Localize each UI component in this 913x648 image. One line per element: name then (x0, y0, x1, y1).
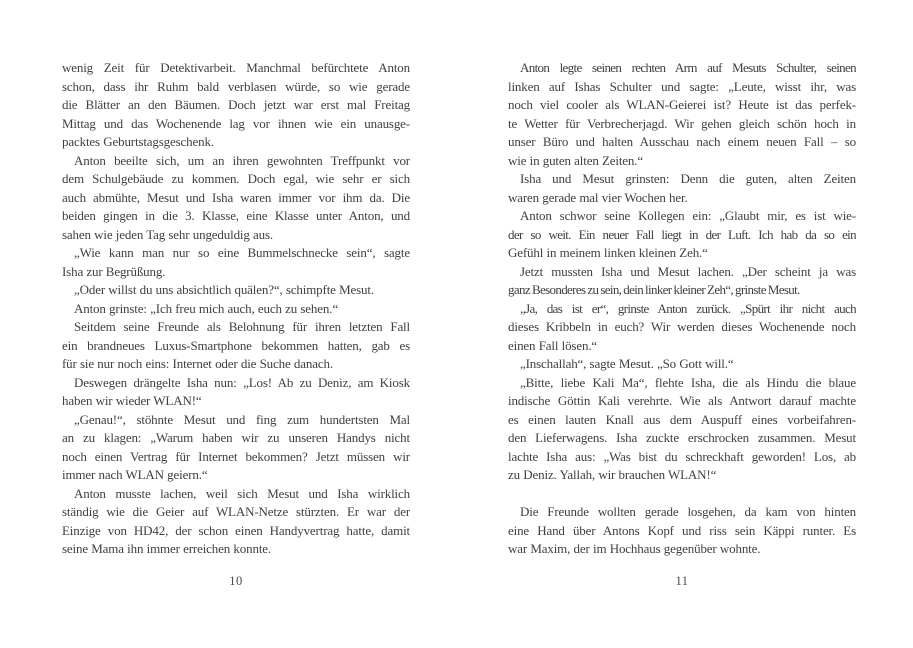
text-line: dem Schulgebäude zu kommen. Doch egal, wie sehr er sich (62, 171, 410, 186)
text-line: eine Hand über Antons Kopf und riss sein Käppi runter. Es (508, 522, 856, 538)
text-line: noch einen Vertrag für Internet bekommen? Jetzt müssen wir (62, 448, 410, 464)
page-right-number: 11 (675, 574, 689, 588)
text-line: te Wetter für Verbrecherjagd. Wir gehen gleich schön hoch in (508, 115, 856, 131)
blank-line (508, 485, 856, 504)
text-line: Die Freunde wollten gerade losgehen, da kam von hinten (520, 504, 856, 519)
text-line: „Bitte, liebe Kali Ma“, flehte Isha, die als Hindu die blaue (520, 374, 856, 390)
text-line: für sie nur noch eins: Internet oder die Suche danach. (62, 356, 333, 371)
text-line: waren gerade mal vier Wochen her. (508, 189, 688, 205)
text-line: packtes Geburtstagsgeschenk. (62, 134, 214, 149)
page-left-number: 10 (229, 574, 243, 588)
text-line: Gefühl in meinem linken kleinen Zeh.“ (508, 245, 708, 260)
text-line: Seitdem seine Freunde als Belohnung für ihren letzten Fall (74, 319, 410, 334)
text-line: Anton beeilte sich, um an ihren gewohnten Treffpunkt vor (74, 152, 410, 168)
text-line: dieses Kribbeln in euch? Wir werden dieses Wochenende noch (508, 319, 856, 334)
text-line: Mittag und das Wochenende lag vor ihnen wie ein unausge- (62, 115, 410, 131)
text-line: auch abmühte, Mesut und Isha waren immer vor ihm da. Die (62, 189, 410, 205)
text-line: ganz Besonderes zu sein, dein linker kleiner Zeh“, grinste Mesut. (508, 282, 800, 297)
text-line: Anton grinste: „Ich freu mich auch, euch zu sehen.“ (74, 300, 338, 316)
text-line: Anton legte seinen rechten Arm auf Mesuts Schulter, seinen (520, 60, 856, 75)
text-line: indische Göttin Kali verehrte. Wie als Antwort darauf machte (508, 393, 856, 408)
text-line: immer nach WLAN geiern.“ (62, 467, 208, 482)
text-line: haben wir wieder WLAN!“ (62, 393, 202, 408)
text-line: „Genau!“, stöhnte Mesut und fing zum hundertsten Mal (74, 411, 410, 427)
text-line: wie in guten alten Zeiten.“ (508, 152, 644, 168)
text-line: lachte Isha aus: „Was bist du schreckhaft geworden! Los, ab (508, 448, 856, 464)
page-left-text (62, 59, 410, 559)
text-line: zu Deniz. Yallah, wir brauchen WLAN!“ (508, 467, 717, 482)
text-line: den Lieferwagens. Isha zuckte erschrocken zusammen. Mesut (508, 430, 856, 445)
text-line: Einzige von HD42, der schon einen Handyvertrag hatte, damit (62, 522, 410, 538)
text-line: unser Büro und halten Ausschau nach einem neuen Fall – so (508, 134, 856, 149)
text-line: Isha zur Begrüßung. (62, 263, 166, 279)
text-line: es einen lauten Knall aus dem Auspuff eines vorbeifahren- (508, 411, 856, 427)
text-line: noch viel cooler als WLAN-Geierei ist? Heute ist das perfek- (508, 97, 856, 112)
text-line: „Ja, das ist er“, grinste Anton zurück. „Spürt ihr nicht auch (520, 300, 856, 316)
text-line: Anton schwor seine Kollegen ein: „Glaubt mir, es ist wie- (520, 208, 856, 223)
text-line: beiden gingen in die 3. Klasse, eine Klasse unter Anton, und (62, 208, 410, 223)
text-line: Jetzt mussten Isha und Mesut lachen. „Der scheint ja was (520, 263, 856, 279)
text-line: schon, dass ihr Ruhm bald verblasen würde, so wie gerade (62, 78, 410, 94)
text-line: einen Fall lösen.“ (508, 337, 598, 353)
text-line: ein brandneues Luxus-Smartphone bekommen hatten, gab es (62, 337, 410, 353)
page-right (508, 0, 856, 648)
text-line: an zu klagen: „Warum haben wir zu unseren Handys nicht (62, 430, 410, 445)
text-line: Deswegen drängelte Isha nun: „Los! Ab zu Deniz, am Kiosk (74, 374, 410, 390)
text-line: war Maxim, der im Hochhaus gegenüber wohnte. (508, 541, 761, 556)
text-line: „Inschallah“, sagte Mesut. „So Gott will.“ (520, 356, 734, 371)
text-line: die Blätter an den Bäumen. Doch jetzt war erst mal Freitag (62, 97, 410, 112)
text-line: „Oder willst du uns absichtlich quälen?“, schimpfte Mesut. (74, 282, 374, 297)
text-line: „Wie kann man nur so eine Bummelschnecke sein“, sagte (74, 245, 410, 260)
text-line: seine Mama ihn immer erreichen konnte. (62, 541, 272, 556)
text-line: ständig wie die Geier auf WLAN-Netze stürzten. Er war der (62, 504, 410, 519)
page-left (62, 0, 410, 648)
text-line: Isha und Mesut grinsten: Denn die guten, alten Zeiten (520, 171, 856, 186)
text-line: linken auf Ishas Schulter und sagte: „Leute, wisst ihr, was (508, 78, 856, 94)
text-line: der so weit. Ein neuer Fall liegt in der Luft. Ich hab da so ein (508, 226, 856, 242)
text-line: Anton musste lachen, weil sich Mesut und Isha wirklich (74, 485, 410, 501)
text-line: sahen wie jeden Tag sehr ungeduldig aus. (62, 226, 274, 242)
text-line: wenig Zeit für Detektivarbeit. Manchmal befürchtete Anton (62, 60, 410, 75)
page-right-text (508, 59, 856, 559)
